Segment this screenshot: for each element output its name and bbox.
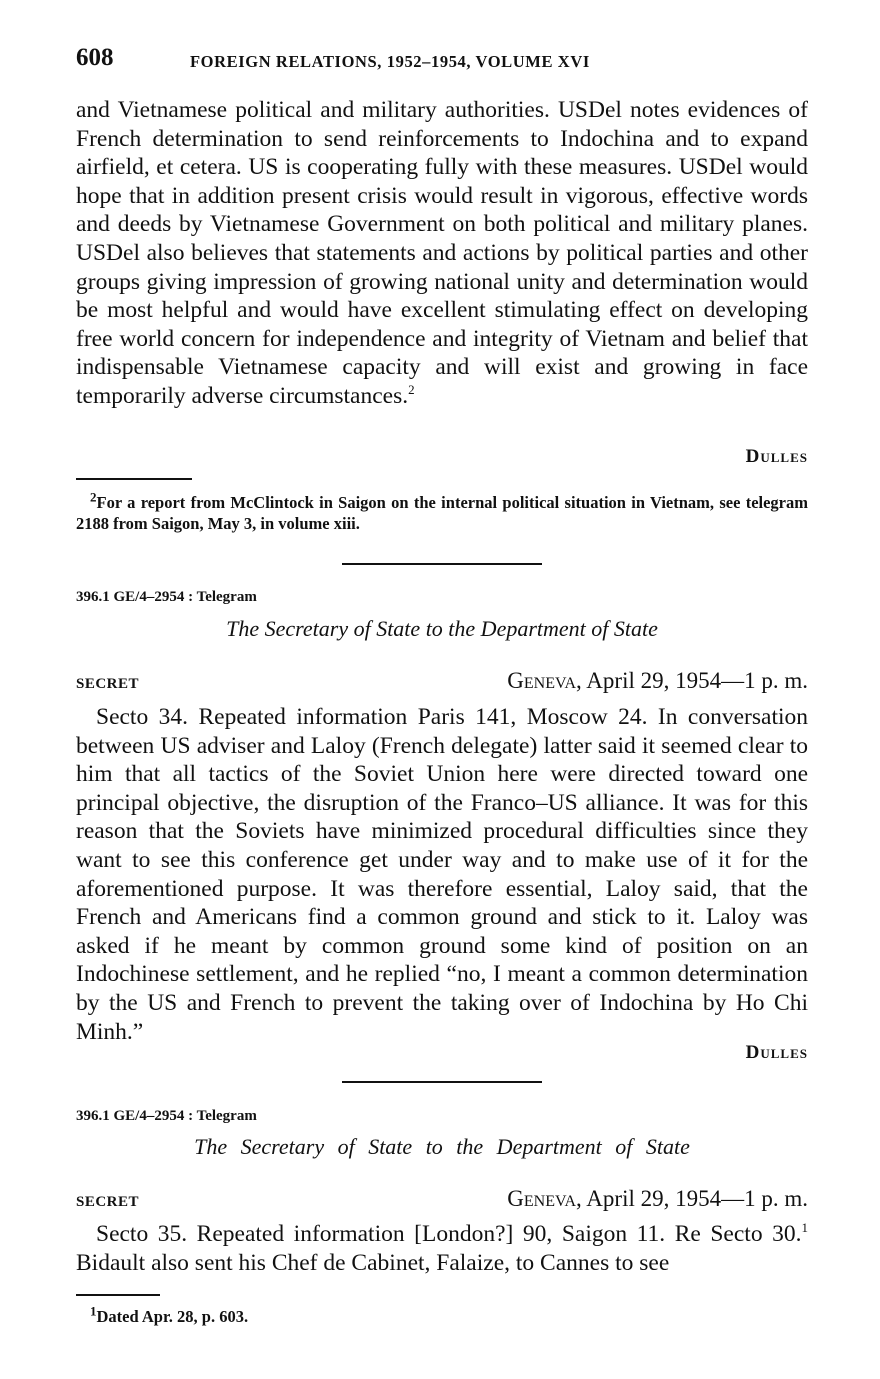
continuation-paragraph [76, 96, 808, 411]
place: Geneva, [507, 1186, 582, 1211]
footnote-2 [76, 489, 808, 534]
classification-label: SECRET [76, 676, 140, 692]
place-date [507, 1186, 808, 1212]
document-body [76, 1220, 808, 1277]
date: April 29, 1954—1 p. m. [586, 668, 808, 693]
place-date [507, 668, 808, 694]
footnote-ref-2: 2 [408, 382, 415, 398]
document-body: Secto 34. Repeated information Paris 141, Moscow 24. In conversation between US adviser and Laloy (French delegate) latter said it seemed clear to him that all tactics of the Soviet Union here were directed toward one principal objective, the disruption of the Franco–US alliance. It was for this reason that the Soviets have minimized procedural difficulties since they want to see this conference get under way and to make use of it for the aforementioned purpose. It was therefore essential, Laloy said, that the French and Americans find a common ground and stick to it. Laloy was asked if he meant by common ground some kind of position on an Indochinese settlement, and he replied “no, I meant a common determination by the US and French to prevent the taking over of Indochina by Ho Chi Minh.” [76, 704, 808, 1045]
footnote-rule [76, 1294, 160, 1296]
document-title: The Secretary of State to the Department of State [226, 616, 658, 641]
file-reference: 396.1 GE/4–2954 : Telegram [76, 589, 257, 605]
running-head: FOREIGN RELATIONS, 1952–1954, VOLUME XVI [190, 52, 590, 71]
footnote-1 [90, 1303, 790, 1327]
signature-dulles-2: Dulles [745, 1042, 808, 1063]
date: April 29, 1954—1 p. m. [586, 1186, 808, 1211]
footnote-2-text: For a report from McClintock in Saigon on the internal political situation in Vietnam, see telegram 2188 from Saigon, May 3, in volume xiii. [76, 493, 808, 533]
footnote-marker-1: 1 [90, 1303, 97, 1319]
dateline [76, 668, 808, 698]
footnote-rule [76, 478, 192, 480]
footnote-ref-1: 1 [801, 1220, 808, 1236]
body-part-2: Bidault also sent his Chef de Cabinet, Falaize, to Cannes to see [76, 1249, 670, 1276]
signature-dulles-1: Dulles [745, 446, 808, 467]
dateline [76, 1186, 808, 1216]
footnote-1-text: Dated Apr. 28, p. 603. [96, 1307, 249, 1326]
classification-label: SECRET [76, 1194, 140, 1210]
file-reference: 396.1 GE/4–2954 : Telegram [76, 1108, 257, 1124]
page-number: 608 [76, 44, 114, 71]
body-part-1: Secto 35. Repeated information [London?] 90, Saigon 11. Re Secto 30. [96, 1221, 802, 1247]
page-header [76, 44, 806, 80]
section-divider [342, 563, 542, 565]
footnote-marker-2: 2 [90, 489, 97, 505]
place: Geneva, [507, 668, 582, 693]
continuation-text: and Vietnamese political and military authorities. USDel notes evidences of French determination to send reinforcements to Indochina and to expand airfield, et cetera. US is cooperating fully with these measures. USDel would hope that in addition present crisis would result in vigorous, effective words and deeds by Vietnamese Government on both political and military planes. USDel also believes that statements and actions by political parties and other groups giving impression of growing national unity and determination would be most helpful and would have excellent stimulating effect on developing free world concern for independence and integrity of Vietnam and belief that indispensable Vietnamese capacity and will exist and growing in face temporarily adverse circumstances. [76, 97, 808, 409]
section-divider [342, 1081, 542, 1083]
document-title: The Secretary of State to the Department of State [194, 1134, 690, 1159]
